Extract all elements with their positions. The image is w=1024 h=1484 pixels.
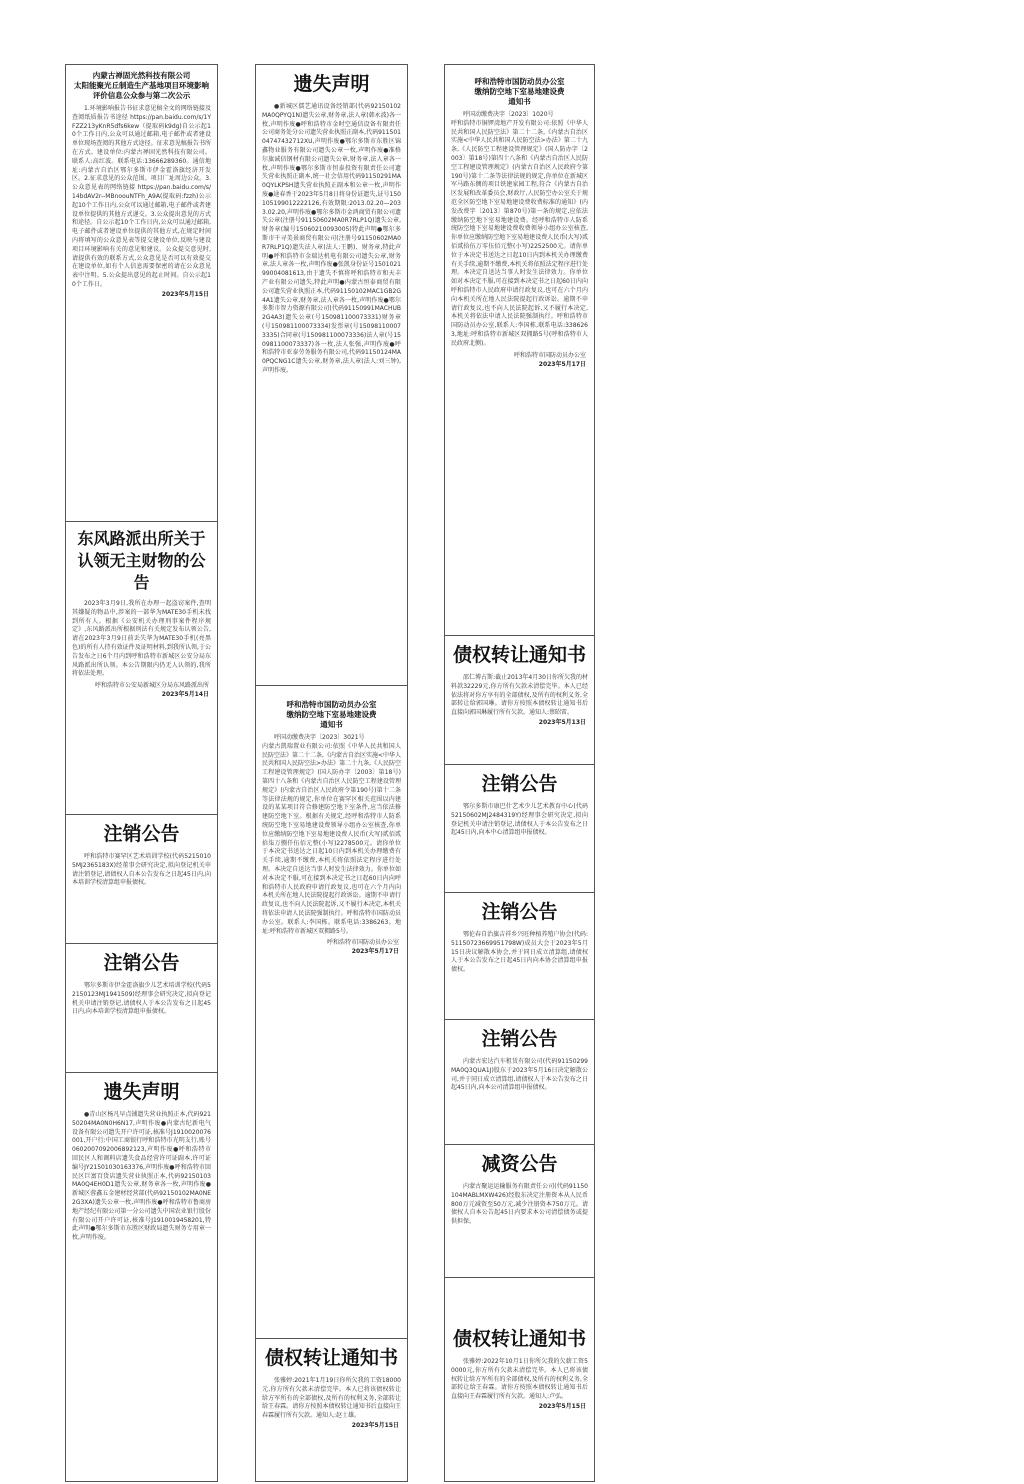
notice-civil-defense-fee [444, 64, 595, 636]
notice-signature: 呼和浩特市公安局新城区分局东风路派出所 [94, 682, 209, 690]
notice-cancellation-1 [444, 764, 595, 893]
notice-property-claim [65, 521, 218, 815]
notice-title: 注销公告 [481, 773, 558, 795]
notice-debt-transfer [444, 635, 595, 765]
notice-body: 呼和浩特市赛罕区艺术培训学校(代码52150105MJ2365183X)经董事会研究决定,拟向登记机关申请注销登记,请债权人自本公告发布之日起45日内,向本培训学校清算组申报债权。 [72, 853, 211, 887]
notice-title: 注销公告 [103, 823, 180, 845]
notice-body: 鄂尔多斯市伊金霍洛旗少儿艺术培训学校(代码52150123MJ1941509)经理事会研究决定,拟向登记机关申请注销登记,请债权人于本公告发布之日起45日内,向本培训学校清算组申报债权。 [72, 982, 211, 1016]
notice-body: 邵仁博占斯:截止2013年4月30日你所欠我的材料款32229元,你方所有欠款未清偿完毕。本人已经依法将对你方享有的全部债权,及所有的权利义务,全部转让给郭国琳。请你方按照本债权转让通知书后直接向郭国琳履行所有欠款。通知人:蔡昭雷。 [451, 674, 588, 717]
notice-body: 内蒙古聚运运输服务有限责任公司(代码91150104MABLMXW426)经股东决定注册资本从人民币800万元减资至50万元,减少注册资本750万元。请债权人自本公告起45日内要求本公司清偿债务或提供担保。 [451, 1183, 588, 1226]
notice-cancellation-2 [65, 943, 218, 1073]
notice-body: 鄂伦春自治旗吉祥乡兴旺种植养殖户协会(代码:51150723669951798W)成员大会于2023年5月15日决议解散本协会,并于同日成立清算组,请债权人于本公告发布之日起45日内向本协会清算组申报债权。 [451, 931, 588, 974]
notice-title: 呼和浩特市国防动员办公室 缴纳防空地下室易地建设费 通知书 [474, 77, 565, 106]
notice-title: 遗失声明 [103, 1081, 180, 1103]
notice-loss-statement [255, 64, 408, 686]
notice-body: 内蒙古宏达汽车租赁有限公司(代码91150299MA0Q3QUA1J)股东于2023年5月16日决定解散公司,并于同日成立清算组,请债权人于本公告发布之日起45日内,向本公司清算组申报债权。 [451, 1058, 588, 1092]
notice-body: 张雅婷:2021年1月19日你所欠我的工资18000元,你方所有欠款未清偿完毕。本人已将该债权转让给方军所有的全部债权,及所有的权利义务,全部转让给王春霖。请你方按照本债权转让通知书后直接向王春霖履行所有欠款。通知人:赵士雄。 [262, 1377, 401, 1420]
notice-title: 减资公告 [481, 1153, 558, 1175]
notice-debt-transfer-2 [444, 1277, 595, 1482]
notice-title: 债权转让通知书 [452, 644, 586, 666]
notice-date: 2023年5月13日 [538, 718, 586, 726]
notice-loss-statement [65, 1072, 218, 1482]
notice-debt-transfer [255, 1338, 408, 1482]
notice-capital-reduction [444, 1144, 595, 1278]
notice-body: 呼国动缴费决字〔2023〕1020号 呼和浩特市铜锣湾地产开发有限公司:依照《中华人民共和国人民防空法》第二十二条,《内蒙古自治区实施<中华人民共和国人民防空法>办法》第二十九条,《人民防空工程建设管理规定》(国人防办字〔2003〕第18号)第四十八条和《内蒙古自治区人民防空工程建设管理规定》(内蒙古自治区人民政府令第190号)第十二条等法律法规的规定,你单位在新城区军马路东侧的项目铁建家园工程,符合《内蒙古自治区发展和改革委员会,财政厅,人民防空办公室关于规范全区防空地下室易地建设费收费标准的通知》(内发改费字〔2013〕第870号)第一条的规定,应依法缴纳防空地下室易地建设费。经呼和浩特市人防系统防空地下室易地建设费收费领导小组办公室核查,你单位应缴纳防空地下室易地建设费人民币(大写)贰佰贰拾伍万零伍佰元整(小写)2252500元。请你单位于本决定书送达之日起10日内到本机关办理缴费有关手续,逾期不缴费,本机关将依照法定程序进行处理。本决定自送达当事人时发生法律效力。你单位如对本决定不服,可在接到本决定书之日起60日内向呼和浩特市人民政府申请行政复议,也可在六个月内向本机关所在地人民法院提起行政诉讼。逾期不申请行政复议,也不向人民法院起诉,又不履行本决定,本机关将依法申请人民法院强制执行。呼和浩特市国防动员办公室,联系人:李国栋,联系电话:3386263,地址:呼和浩特市新城区双拥路5号(呼和浩特市人民政府北侧)。 [451, 111, 588, 347]
notice-title: 内蒙古禅固光然科技有限公司 太阳能聚光丘制造生产基地项目环境影响评价信息公众参与第二次公示 [74, 71, 209, 100]
notice-title: 遗失声明 [293, 73, 370, 95]
notice-title: 债权转让通知书 [452, 1328, 586, 1350]
notice-env-assessment [65, 64, 218, 522]
notice-body: 呼国动缴费决字〔2023〕3021号 内蒙古凯瑞置业有限公司:依照《中华人民共和国人民防空法》第二十二条,《内蒙古自治区实施<中华人民共和国人民防空法>办法》第二十九条,《人民防空工程建设管理规定》(国人防办字〔2003〕第18号)第四十八条和《内蒙古自治区人民防空工程建设管理规定》(内蒙古自治区人民政府令第190号)第十二条等法律法规的规定,你单位在赛罕区相关范围以内建设的某某项目符合修建防空地下室条件,应当依法修建防空地下室。根据有关规定,经呼和浩特市人防系统防空地下室易地建设费领导小组办公室核查,你单位应缴纳防空地下室易地建设费人民币(大写)贰佰贰拾柒万捌仟伍佰元整(小写)2278500元。请你单位于本决定书送达之日起10日内到本机关办理缴费有关手续,逾期不缴费,本机关将依照法定程序进行处理。本决定自送达当事人时发生法律效力。你单位如对本决定不服,可在接到本决定书之日起60日内向呼和浩特市人民政府申请行政复议,也可在六个月内向本机关所在地人民法院提起行政诉讼。逾期不申请行政复议,也不向人民法院起诉,又不履行本决定,本机关将依法申请人民法院强制执行。呼和浩特市国防动员办公室。联系人:李国栋。联系电话:3386263。地址:呼和浩特市新城区双拥路5号。 [262, 734, 401, 935]
notice-signature: 呼和浩特市国防动员办公室 [326, 939, 399, 947]
notice-cancellation-2 [444, 892, 595, 1020]
notice-body: 2023年3月9日,我所在办理一起盗窃案件,查明其嫌疑的物品中,涉案的一部华为MATE30手机未找到所有人。根据《公安机关办理刑事案件程序规定》,东风路派出所根据刑法有关规定发布认领公告,请在2023年3月9日前丢失华为MATE30手机(亮黑色)的所有人持有效证件及证明材料,到我所认领,于公告发布之日6个月内到呼和浩特市新城区公安分局东风路派出所认领。本公告期限内仍无人认领的,我所将依法处理。 [72, 600, 211, 678]
notice-body: ●青山区杨凡早点铺遗失营业执照正本,代码92150204MA0N0H6N17,声明作废●内蒙古纪新电气设备有限公司遗失开户许可证,核准号J1910020076001,开户行:中国工商银行呼和浩特市光明支行,账号0602007092006892123,声明作废●呼和浩特市回民区人和调料店遗失食品经营许可证副本,许可证编号JY21501030163376,声明作废●呼和浩特市回民区巨富百货店遗失营业执照正本,代码92150103MA0Q4EH0D1遗失公章,财务章各一枚,声明作废●新城区蓉鑫五金建材经营部(代码92150102MA0NE2G3XA)遗失公章一枚,声明作废●呼和浩特市鲁商房地产经纪有限公司第一分公司遗失中国农业银行股份有限公司开户许可证,核准号J1910019458201,特此声明●鄂尔多斯市东胜区财政局遗失财务专用章一枚,声明作废。 [72, 1111, 211, 1242]
notice-title: 债权转让通知书 [264, 1347, 398, 1369]
notice-date: 2023年5月17日 [351, 948, 399, 956]
notice-body: 张雅婷:2022年10月1日你所欠我的欠薪工资50000元,你方所有欠款未清偿完毕。本人已将该债权转让给方军所有的全部债权,及所有的权利义务,全部转让给王春霖。请你方按照本债权转让通知书后直接向王春霖履行所有欠款。通知人:卢弘。 [451, 1358, 588, 1401]
notice-title: 注销公告 [481, 901, 558, 923]
notice-date: 2023年5月15日 [351, 1421, 399, 1429]
notice-date: 2023年5月17日 [538, 360, 586, 368]
notice-date: 2023年5月14日 [161, 691, 209, 699]
notice-body: 1.环境影响报告书征求意见稿全文的网络链接及查阅纸质报告书途径 https://pan.baidu.com/s/1YFZZ213yKnR5dfs6kew（提取码k9dg)自公示起10个工作日内,公众可以通过邮箱,电子邮件或者建设单位现场查阅的其他方式途径。征求意见稿报告书所在方式。建设单位:内蒙古禅固光然科技有限公司。联系人:高红波。联系电话:13666289360。通信地址:内蒙古自治区鄂尔多斯市伊金霍洛旗经济开发区。2.征求意见的公众范围。项目厂址周边公众。3.公众意见表的网络链接 https://pan.baidu.com/s/14bdAV2r--MBnoouNTFh_A9A(提取码:fzzh)公示起10个工作日内,公众可以通过邮箱,电子邮件或者建设单位提供的其他方式递交。3.公众提出意见的方式和途径。自公示起10个工作日内,公众可以通过邮箱,电子邮件或者建设单位提供的其他方式,在规定时间内将填写的公众意见表等提交建设单位,反映与建设项目环境影响有关的意见和建议。公众提交意见时,请提供有效的联系方式,公众意见是否可以有效提交在建设单位,如有个人信息需要保密的请在公众意见表中注明。5.公众提出意见的起止时间。自公示起10个工作日。 [72, 105, 211, 288]
notice-title: 注销公告 [481, 1028, 558, 1050]
notice-date: 2023年5月15日 [538, 1402, 586, 1410]
notice-body: 鄂尔多斯市康巴什艺术少儿艺术教育中心(代码52150602MJ2484319Y)经理事会研究决定,拟向登记机关申请注销登记,请债权人于本公告发布之日起45日内,向本中心清算组申报债权。 [451, 803, 588, 837]
notice-title: 注销公告 [103, 952, 180, 974]
notice-date: 2023年5月15日 [161, 290, 209, 298]
notice-body: ●新城区儒艺通讯设备经销部(代码92150102MA0QPYQ1N)遗失公章,财务章,法人章(韩永波)各一枚,声明作废●呼和浩特市金时空通信设备有限责任公司商务处分公司遗失营业执照正副本,代码91150104747432712XU,声明作废●鄂尔多斯市东胜区锦鑫物业服务有限公司遗失公章一枚,声明作废●准格尔旗诚信钢材有限公司遗失公章,财务章,法人章各一枚,声明作废●鄂尔多斯市恒泰投资有限责任公司遗失营业执照正副本,统一社会信用代码91150291MA0QYLKPSH遗失营业执照正副本和公章一枚,声明作废●逯春香于2023年5月8日将身份证遗失,证号150105199012222126,有效期限:2013.02.20—2033.02.20,声明作废●鄂尔多斯市金鸿商贸有限公司遗失公章(注册号91150602MA0R7RLP1Q)遗失公章,财务章(编号15060210093005)特此声明●鄂尔多斯市千寻美景商贸有限公司(注册号91150602MA0R7RLP1Q)遗失法人章(法人:王鹏)、财务章,特此声明●呼和浩特市金瑞达机电有限公司遗失公章,财务章,法人章各一枚,声明作废●张凯身份证号150102199004081613,由于遗失不慎将呼和浩特市和天丰产业有限公司遗失,特此声明●内蒙古恒泰商贸有限公司遗失营业执照正本,代码91150102MAC1GB2G4A1遗失公章,财务章,法人章各一枚,声明作废●鄂尔多斯市智力资源有限公司(代码91150991MACHUB2G4A3)遗失公章(号150981100073331)财务章(号150981100073334)发票章(号150981100073335)合同章(号150981100073336)法人章(号150981100073337)各一枚,法人张强,声明作废●呼和浩特市亚泰劳务服务有限公司,代码91150124MA0PQCNG1C遗失公章,财务章,法人章(法人:刘三钟),声明作废。 [262, 103, 401, 374]
notice-title: 东风路派出所关于认领无主财物的公告 [77, 529, 206, 592]
notice-signature: 呼和浩特市国防动员办公室 [513, 351, 586, 359]
notice-cancellation-3 [444, 1019, 595, 1145]
notice-civil-defense-fee [255, 685, 408, 1339]
notice-title: 呼和浩特市国防动员办公室 缴纳防空地下室易地建设费 通知书 [286, 700, 377, 729]
notice-cancellation-1 [65, 814, 218, 944]
